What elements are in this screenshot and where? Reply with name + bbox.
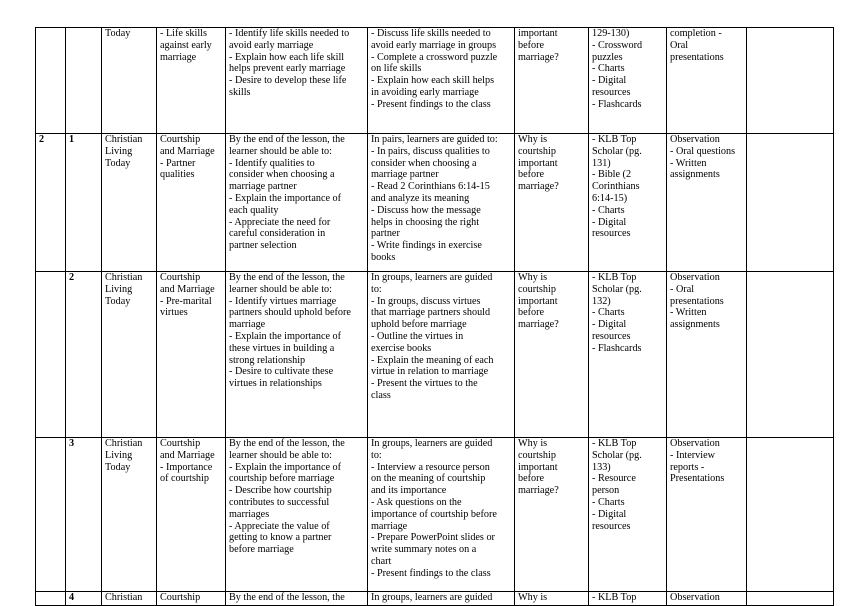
sub-strand-cell-text: Courtship (160, 592, 201, 603)
strand-cell-text: Christian (105, 592, 143, 603)
learning-resources-cell (589, 134, 667, 272)
learning-experiences-cell (368, 28, 515, 134)
assessment-cell-text: Observation (670, 592, 720, 603)
learning-outcomes-cell-text: By the end of the lesson, the learner should be able to: - Identify virtues marriage partners should uphold before marriage - Explain the importance of these virtues in building a strong relationship - Desire to cultivate these virtues in relationships (229, 272, 351, 390)
week-cell (36, 134, 66, 272)
assessment-cell-text: Observation - Oral presentations - Written assignments (670, 272, 724, 331)
key-inquiry-cell-text: Why is courtship important before marriage? (518, 438, 559, 497)
learning-outcomes-cell-text: By the end of the lesson, the learner should be able to: - Explain the importance of courtship before marriage - Describe how courtship contributes to successful marriages - Appreciate the value of getting to know a partner before marriage (229, 438, 345, 556)
week-cell (36, 438, 66, 592)
table-row (36, 134, 834, 272)
learning-resources-cell-text: 129-130) - Crossword puzzles - Charts - Digital resources - Flashcards (592, 28, 643, 110)
strand-cell (102, 134, 157, 272)
key-inquiry-cell-text: Why is (518, 592, 548, 603)
key-inquiry-cell-text: Why is courtship important before marriage? (518, 272, 559, 331)
learning-resources-cell-text: - KLB Top (592, 592, 637, 603)
learning-resources-cell-text: - KLB Top Scholar (pg. 131) - Bible (2 Corinthians 6:14-15) - Charts - Digital resources (592, 134, 642, 240)
lesson-cell-text: 3 (69, 438, 75, 449)
sub-strand-cell (157, 134, 226, 272)
key-inquiry-cell (515, 134, 589, 272)
sub-strand-cell-text: Courtship and Marriage - Pre-marital virtues (160, 272, 215, 319)
learning-experiences-cell-text: In groups, learners are guided to: - Interview a resource person on the meaning of courtship and its importance - Ask questions on the importance of courtship before marriage - Prepare PowerPoint slides or write summary notes on a chart - Present findings to the class (371, 438, 497, 579)
strand-cell-text: Christian Living Today (105, 134, 143, 169)
learning-resources-cell (589, 438, 667, 592)
learning-outcomes-cell (226, 438, 368, 592)
learning-experiences-cell (368, 134, 515, 272)
learning-experiences-cell (368, 438, 515, 592)
scheme-of-work-page (35, 27, 833, 606)
strand-cell-text: Today (105, 28, 131, 39)
sub-strand-cell (157, 272, 226, 438)
table-row (36, 28, 834, 134)
table-row (36, 272, 834, 438)
learning-experiences-cell-text: - Discuss life skills needed to avoid early marriage in groups - Complete a crossword puzzle on life skills - Explain how each skill helps in avoiding early marriage - Present findings to the class (371, 28, 498, 110)
key-inquiry-cell (515, 272, 589, 438)
lesson-cell (66, 28, 102, 134)
lesson-cell (66, 272, 102, 438)
learning-experiences-cell-text: In groups, learners are guided to: - In groups, discuss virtues that marriage partners should uphold before marriage - Outline the virtues in exercise books - Explain the meaning of each virtue in relation to marriage - Present the virtues to the class (371, 272, 494, 401)
remarks-cell (747, 438, 834, 592)
sub-strand-cell-text: Courtship and Marriage - Importance of courtship (160, 438, 215, 485)
lesson-cell-text: 1 (69, 134, 75, 145)
remarks-cell (747, 272, 834, 438)
key-inquiry-cell-text: Why is courtship important before marriage? (518, 134, 559, 193)
strand-cell-text: Christian Living Today (105, 272, 143, 307)
learning-experiences-cell-text: In groups, learners are guided (371, 592, 493, 603)
remarks-cell (747, 134, 834, 272)
assessment-cell-text: Observation - Interview reports - Presentations (670, 438, 725, 485)
week-cell (36, 28, 66, 134)
sub-strand-cell-text: - Life skills against early marriage (160, 28, 212, 63)
learning-outcomes-cell-text: By the end of the lesson, the learner should be able to: - Identify qualities to consider when choosing a marriage partner - Explain the importance of each quality - Appreciate the need for careful consideration in partner selection (229, 134, 345, 252)
lesson-cell (66, 134, 102, 272)
assessment-cell-text: completion - Oral presentations (670, 28, 724, 63)
week-cell-text: 2 (39, 134, 45, 145)
strand-cell (102, 28, 157, 134)
learning-outcomes-cell (226, 28, 368, 134)
table-body (36, 28, 834, 606)
key-inquiry-cell (515, 438, 589, 592)
remarks-cell (747, 28, 834, 134)
lesson-cell-text: 2 (69, 272, 75, 283)
table-row (36, 438, 834, 592)
learning-outcomes-cell-text: By the end of the lesson, the (229, 592, 345, 603)
week-cell (36, 272, 66, 438)
learning-outcomes-cell (226, 134, 368, 272)
assessment-cell (667, 438, 747, 592)
learning-resources-cell-text: - KLB Top Scholar (pg. 132) - Charts - Digital resources - Flashcards (592, 272, 642, 354)
learning-experiences-cell (368, 272, 515, 438)
sub-strand-cell (157, 438, 226, 592)
strand-cell (102, 438, 157, 592)
sub-strand-cell (157, 28, 226, 134)
learning-resources-cell (589, 28, 667, 134)
learning-outcomes-cell (226, 272, 368, 438)
assessment-cell (667, 134, 747, 272)
strand-cell (102, 272, 157, 438)
lesson-cell-text: 4 (69, 592, 75, 603)
scheme-of-work-table (35, 27, 834, 606)
learning-outcomes-cell-text: - Identify life skills needed to avoid early marriage - Explain how each life skill helps prevent early marriage - Desire to develop these life skills (229, 28, 350, 98)
assessment-cell-text: Observation - Oral questions - Written assignments (670, 134, 736, 181)
lesson-cell (66, 438, 102, 592)
learning-resources-cell (589, 272, 667, 438)
assessment-cell (667, 28, 747, 134)
assessment-cell (667, 272, 747, 438)
learning-experiences-cell-text: In pairs, learners are guided to: - In pairs, discuss qualities to consider when choosing a marriage partner - Read 2 Corinthians 6:14-15 and analyze its meaning - Discuss how the message helps in choosing the right partner - Write findings in exercise books (371, 134, 498, 263)
key-inquiry-cell-text: important before marriage? (518, 28, 559, 63)
strand-cell-text: Christian Living Today (105, 438, 143, 473)
key-inquiry-cell (515, 28, 589, 134)
learning-resources-cell-text: - KLB Top Scholar (pg. 133) - Resource person - Charts - Digital resources (592, 438, 642, 532)
sub-strand-cell-text: Courtship and Marriage - Partner qualities (160, 134, 215, 181)
